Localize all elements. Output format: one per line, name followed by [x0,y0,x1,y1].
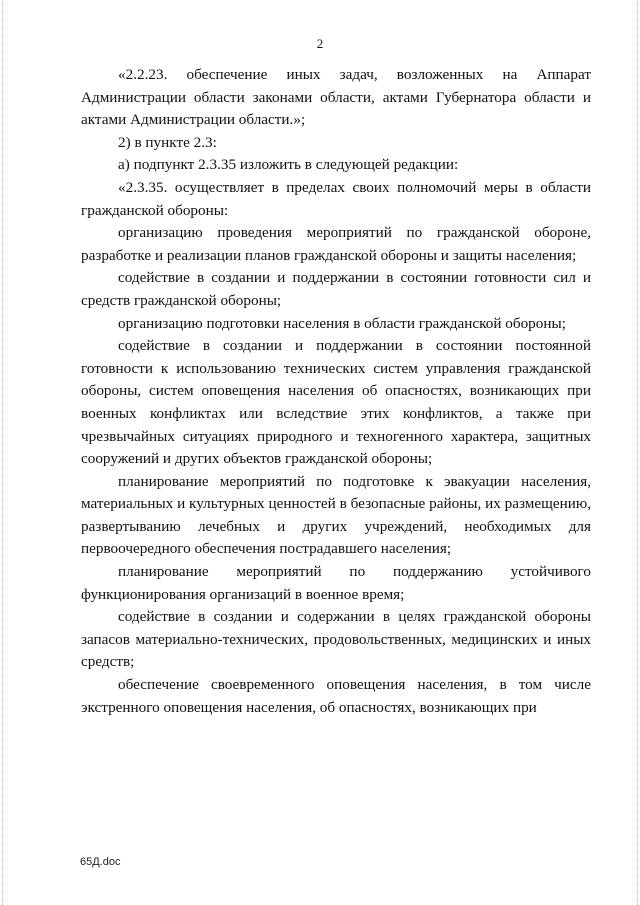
scan-edge-right [637,0,638,905]
footer-filename: 65Д.doc [80,856,121,868]
scan-edge-left [2,0,3,905]
paragraph-2-2-23: «2.2.23. обеспечение иных задач, возложенных на Аппарат Администрации области законами области, актами Губернатора области и актами Администрации области.»; [81,66,591,129]
document-body [81,64,591,719]
paragraph-timely-warning: обеспечение своевременного оповещения населения, в том числе экстренного оповещения населения, об опасностях, возникающих при [81,676,591,716]
paragraph-civil-defense-measures: организацию проведения мероприятий по гражданской обороне, разработке и реализации планов гражданской обороны и защиты населения; [81,224,591,264]
paragraph-wartime-functioning: планирование мероприятий по поддержанию устойчивого функционирования организаций в военное время; [81,563,591,603]
paragraph-reserves: содействие в создании и содержании в целях гражданской обороны запасов материально-технических, продовольственных, медицинских и иных средств; [81,608,591,671]
paragraph-population-training: организацию подготовки населения в области гражданской обороны; [118,314,566,332]
paragraph-evacuation-planning: планирование мероприятий по подготовке к эвакуации населения, материальных и культурных ценностей в безопасные районы, их размещению, развертыванию лечебных и других учреждений, необходимых для первоочередного обеспечения пострадавшего населения; [81,472,591,558]
paragraph-2-3-35: «2.3.35. осуществляет в пределах своих полномочий меры в области гражданской обороны: [81,178,591,219]
paragraph-subitem-a: а) подпункт 2.3.35 изложить в следующей редакции: [118,156,459,174]
paragraph-forces-readiness: содействие в создании и поддержании в состоянии готовности сил и средств гражданской обороны; [81,269,591,309]
paragraph-item-2: 2) в пункте 2.3: [118,133,217,151]
paragraph-warning-systems: содействие в создании и поддержании в состоянии постоянной готовности к использованию технических систем управления гражданской обороны, систем оповещения населения об опасностях, возникающих при военных конфликтах или вследствие этих конфликтов, а также при чрезвычайных ситуациях природного и техногенного характера, защитных сооружений и других объектов гражданской обороны; [81,337,591,468]
page-number: 2 [316,36,324,51]
